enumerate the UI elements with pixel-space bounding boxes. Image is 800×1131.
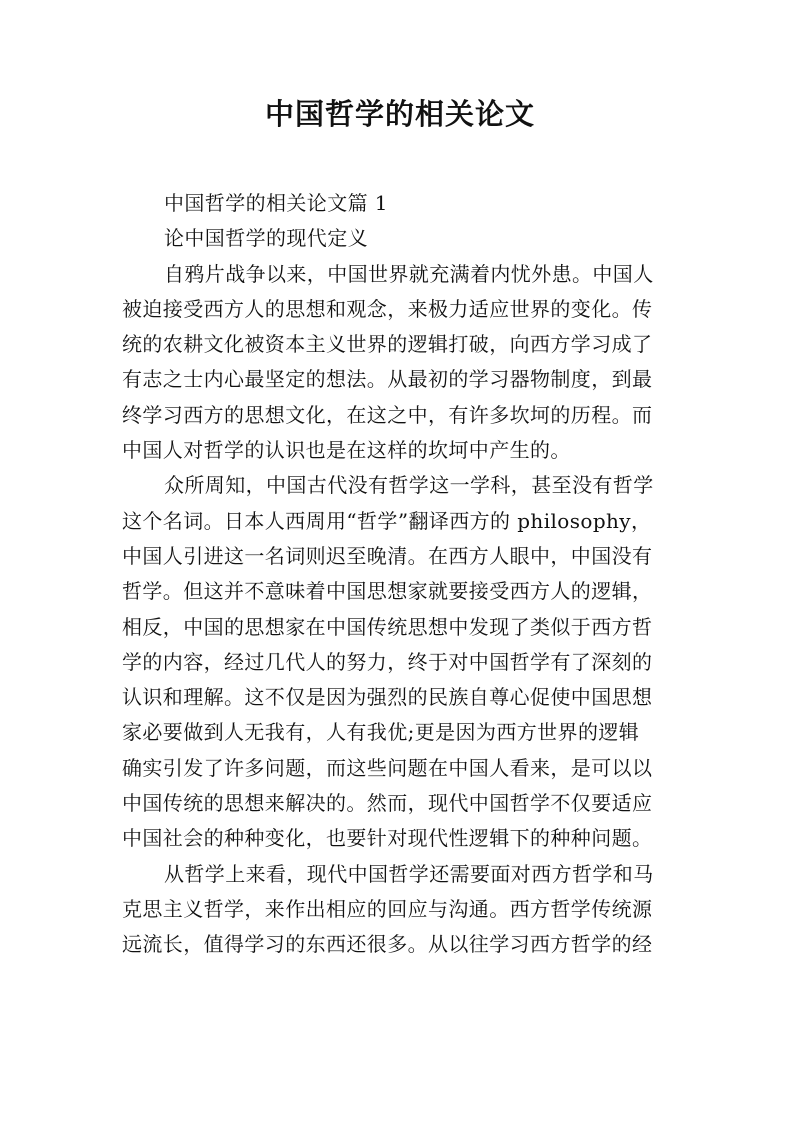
paragraph-line: 从哲学上来看，现代中国哲学还需要面对西方哲学和马 bbox=[164, 861, 654, 886]
paragraph-line: 哲学。但这并不意味着中国思想家就要接受西方人的逻辑， bbox=[122, 579, 653, 604]
paragraph-3 bbox=[122, 857, 690, 963]
paragraph-line: 远流长，值得学习的东西还很多。从以往学习西方哲学的经 bbox=[122, 932, 653, 957]
paragraph-line: 终学习西方的思想文化，在这之中，有许多坎坷的历程。而 bbox=[122, 402, 653, 427]
essay-title: 论中国哲学的现代定义 bbox=[164, 226, 368, 251]
paragraph-line: 认识和理解。这不仅是因为强烈的民族自尊心促使中国思想 bbox=[122, 685, 653, 710]
paragraph-line: 相反，中国的思想家在中国传统思想中发现了类似于西方哲 bbox=[122, 614, 653, 639]
paragraph-line: 中国社会的种种变化，也要针对现代性逻辑下的种种问题。 bbox=[122, 826, 653, 851]
paragraph-line: 中国传统的思想来解决的。然而，现代中国哲学不仅要适应 bbox=[122, 791, 653, 816]
paragraph-line: 这个名词。日本人西周用“哲学”翻译西方的 philosophy， bbox=[122, 508, 652, 533]
document-body bbox=[122, 186, 690, 963]
paragraph-line: 家必要做到人无我有，人有我优;更是因为西方世界的逻辑 bbox=[122, 720, 640, 745]
document-title: 中国哲学的相关论文 bbox=[264, 97, 535, 131]
paragraph-line: 自鸦片战争以来，中国世界就充满着内忧外患。中国人 bbox=[164, 261, 654, 286]
paragraph-line: 有志之士内心最坚定的想法。从最初的学习器物制度，到最 bbox=[122, 367, 653, 392]
paragraph-line: 统的农耕文化被资本主义世界的逻辑打破，向西方学习成了 bbox=[122, 332, 653, 357]
paragraph-line: 被迫接受西方人的思想和观念，来极力适应世界的变化。传 bbox=[122, 296, 653, 321]
paragraph-line: 众所周知，中国古代没有哲学这一学科，甚至没有哲学 bbox=[164, 473, 654, 498]
paragraph-line: 中国人对哲学的认识也是在这样的坎坷中产生的。 bbox=[122, 438, 571, 463]
section-heading: 中国哲学的相关论文篇 1 bbox=[164, 191, 388, 215]
paragraph-line: 克思主义哲学，来作出相应的回应与沟通。西方哲学传统源 bbox=[122, 896, 653, 921]
paragraph-line: 中国人引进这一名词则迟至晚清。在西方人眼中，中国没有 bbox=[122, 543, 653, 568]
paragraph-2 bbox=[122, 468, 690, 856]
paragraph-1 bbox=[122, 257, 690, 469]
paragraph-line: 确实引发了许多问题，而这些问题在中国人看来，是可以以 bbox=[122, 755, 653, 780]
paragraph-line: 学的内容，经过几代人的努力，终于对中国哲学有了深刻的 bbox=[122, 649, 653, 674]
